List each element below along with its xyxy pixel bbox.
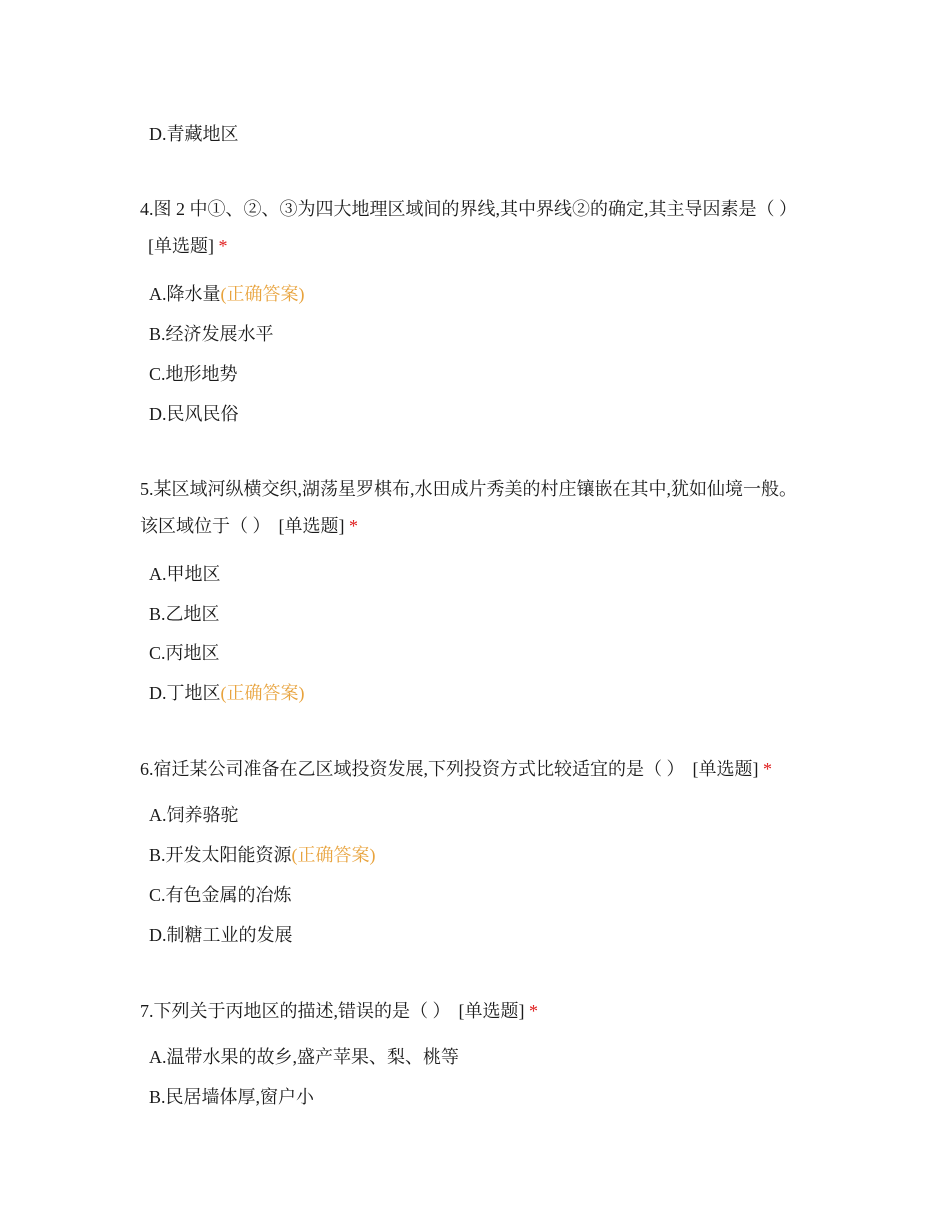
option-text: 温带水果的故乡,盛产苹果、梨、桃等 [166, 1047, 459, 1067]
option-item[interactable] [149, 923, 293, 947]
option-item[interactable] [149, 1085, 314, 1109]
option-letter: B. [149, 845, 166, 865]
option-letter: A. [149, 1047, 167, 1067]
option-text: 制糖工业的发展 [166, 925, 293, 945]
option-item[interactable] [149, 562, 221, 586]
question-type-tag: [单选题] [278, 516, 345, 536]
question-4 [140, 191, 800, 265]
question-6 [140, 751, 800, 788]
question-number: 7. [140, 1001, 154, 1021]
question-5 [140, 471, 800, 545]
option-text: 青藏地区 [166, 124, 239, 144]
option-item[interactable] [149, 803, 239, 827]
question-type-tag: [单选题] [692, 759, 759, 779]
question-type-tag: [单选题] [458, 1001, 525, 1021]
correct-answer-label: (正确答案) [220, 683, 305, 703]
option-item[interactable] [149, 122, 239, 146]
question-number: 5. [140, 479, 154, 499]
option-text: 丙地区 [165, 643, 220, 663]
question-text: 图 2 中①、②、③为四大地理区域间的界线,其中界线②的确定,其主导因素是（ ） [153, 199, 797, 219]
option-letter: B. [149, 1087, 166, 1107]
option-text: 降水量 [166, 284, 221, 304]
option-text: 民居墙体厚,窗户小 [165, 1087, 315, 1107]
question-number: 6. [140, 759, 154, 779]
required-mark: * [763, 759, 772, 779]
option-letter: C. [149, 364, 166, 384]
question-number: 4. [140, 199, 154, 219]
required-mark: * [349, 516, 358, 536]
option-letter: D. [149, 683, 167, 703]
option-text: 饲养骆驼 [166, 805, 239, 825]
option-item[interactable] [149, 602, 220, 626]
required-mark: * [218, 236, 228, 256]
option-item[interactable] [149, 1045, 459, 1069]
question-text: 下列关于丙地区的描述,错误的是（ ） [153, 1001, 451, 1021]
option-text: 丁地区 [166, 683, 221, 703]
option-text: 经济发展水平 [165, 324, 274, 344]
option-item[interactable] [149, 322, 274, 346]
question-7 [140, 993, 800, 1030]
option-text: 甲地区 [166, 564, 221, 584]
option-letter: C. [149, 643, 166, 663]
option-text: 民风民俗 [166, 404, 239, 424]
option-item[interactable] [149, 641, 220, 665]
question-type-tag: [单选题] [148, 236, 214, 256]
required-mark: * [529, 1001, 538, 1021]
option-letter: C. [149, 885, 166, 905]
correct-answer-label: (正确答案) [220, 284, 305, 304]
option-letter: D. [149, 124, 167, 144]
option-letter: A. [149, 284, 167, 304]
option-item[interactable] [149, 282, 305, 306]
option-item[interactable] [149, 883, 292, 907]
option-letter: D. [149, 925, 167, 945]
option-item[interactable] [149, 843, 376, 867]
option-text: 开发太阳能资源 [165, 845, 292, 865]
option-text: 乙地区 [165, 604, 220, 624]
option-letter: A. [149, 564, 167, 584]
option-item[interactable] [149, 362, 238, 386]
option-letter: B. [149, 604, 166, 624]
option-item[interactable] [149, 681, 305, 705]
option-letter: B. [149, 324, 166, 344]
question-text: 某区域河纵横交织,湖荡星罗棋布,水田成片秀美的村庄镶嵌在其中,犹如仙境一般。该区域位于（ ） [140, 479, 797, 536]
correct-answer-label: (正确答案) [291, 845, 376, 865]
option-text: 有色金属的冶炼 [165, 885, 292, 905]
option-text: 地形地势 [165, 364, 238, 384]
option-letter: D. [149, 404, 167, 424]
option-item[interactable] [149, 402, 239, 426]
option-letter: A. [149, 805, 167, 825]
question-text: 宿迁某公司准备在乙区域投资发展,下列投资方式比较适宜的是（ ） [153, 759, 685, 779]
